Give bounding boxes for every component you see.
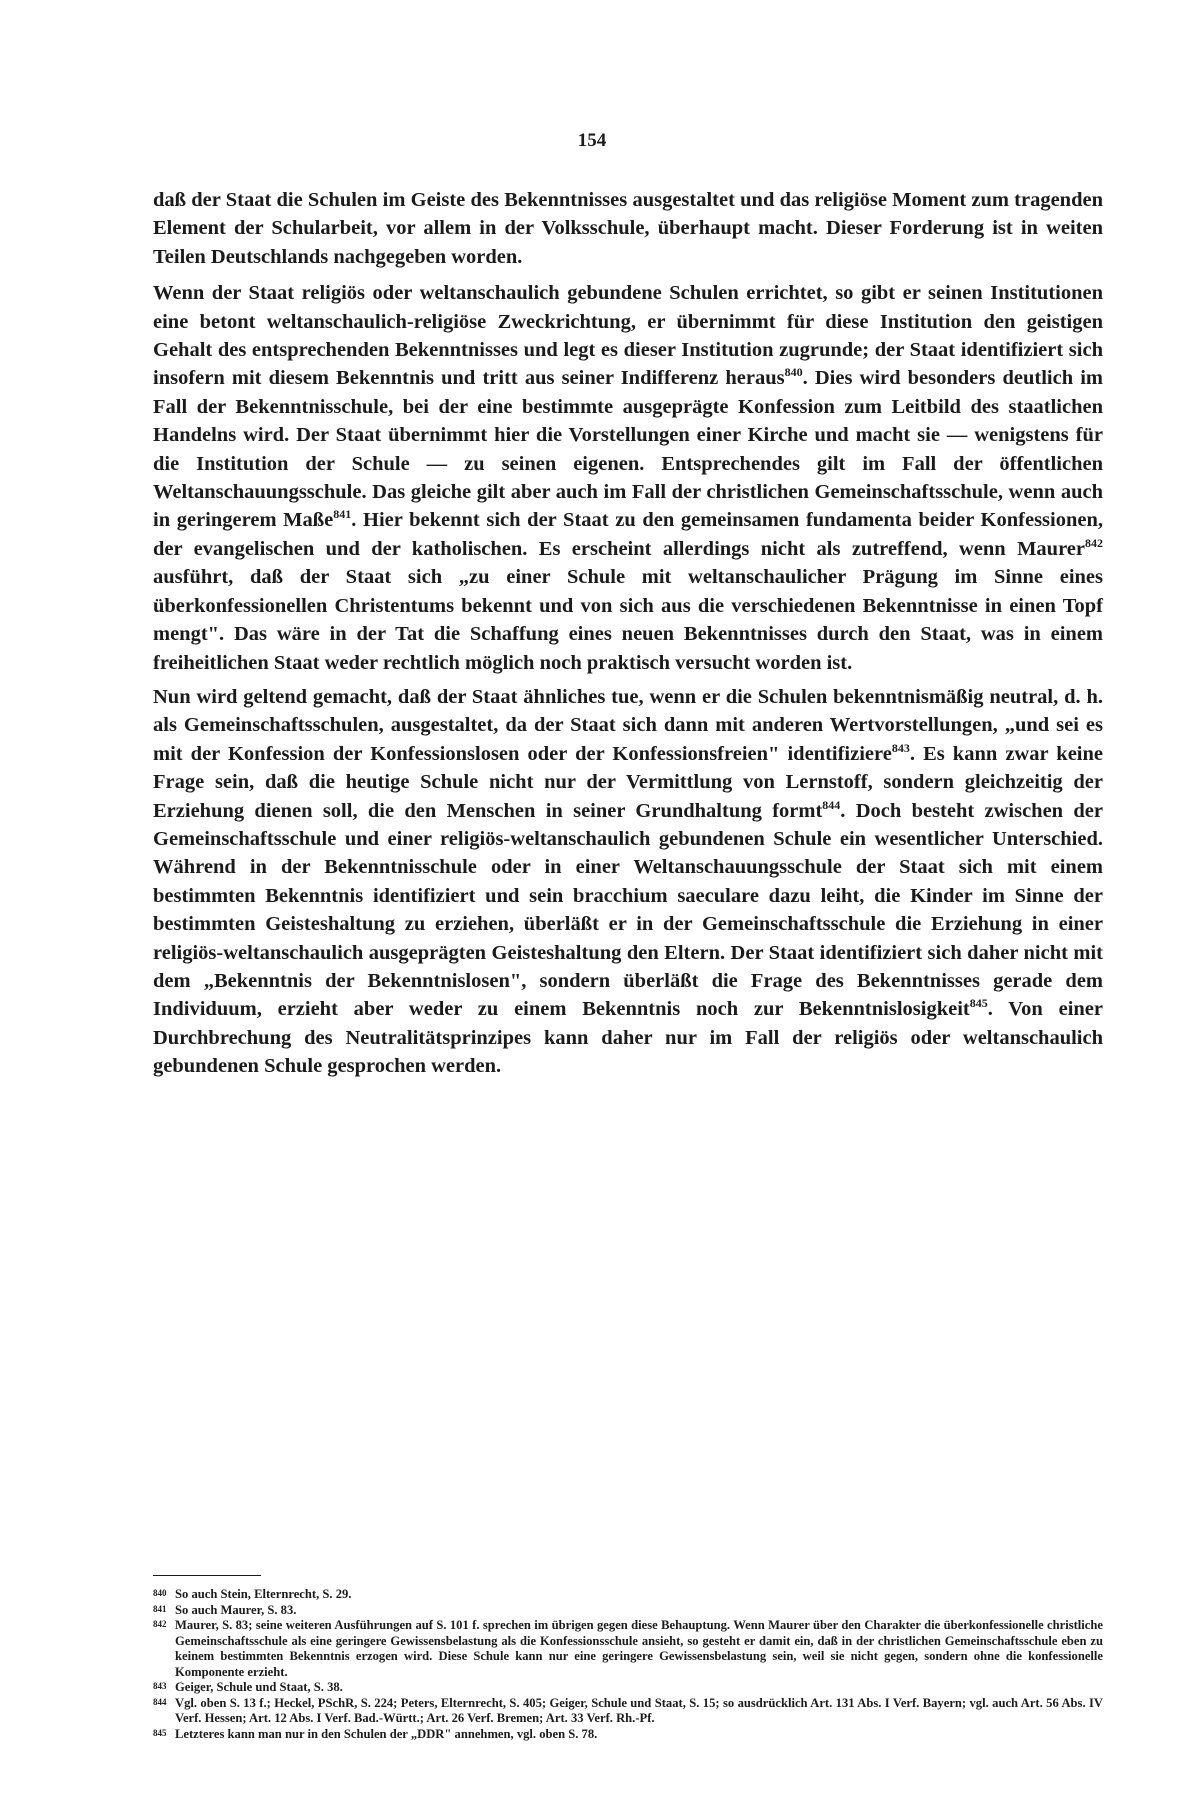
footnote-840 bbox=[153, 1587, 1103, 1603]
paragraph-3-text-d: . Von einer Durchbrechung des Neutralitätsprinzipes kann daher nur im Fall der religiös oder weltanschaulich gebundenen Schule gesprochen werden. bbox=[153, 998, 1103, 1078]
footnotes bbox=[153, 1587, 1103, 1742]
footnote-text: Maurer, S. 83; seine weiteren Ausführungen auf S. 101 f. sprechen im übrigen gegen diese Behauptung. Wenn Maurer über den Charakter die überkonfessionelle christliche Gemeinschaftsschule als eine geringere Gewissensbelastung als die Konfessionsschule ansieht, so gesteht er damit ein, daß in der christlichen Gemeinschaftsschule eben zu keinem bestimmten Bekenntnis erzogen wird. Diese Schule kann nur eine geringere Gewissensbelastung sein, weil sie nicht gegen, sondern ohne die konfessionelle Komponente erzieht. bbox=[175, 1618, 1103, 1679]
main-text bbox=[153, 186, 1103, 1087]
footnote-ref-844[interactable]: 844 bbox=[822, 797, 841, 812]
footnote-number: 843 bbox=[153, 1681, 167, 1691]
paragraph-3-text-c: . Doch besteht zwischen der Gemeinschaftsschule und einer religiös-weltanschaulich gebundenen Schule ein wesentlicher Unterschied. Während in der Bekenntnisschule oder in einer Weltanschauungsschule der Staat sich mit einem bestimmten Bekenntnis identifiziert und sein bracchium saeculare dazu leiht, die Kinder im Sinne der bestimmten Geisteshaltung zu erziehen, überläßt er in der Gemeinschaftsschule die Erziehung in einer religiös-weltanschaulich ausgeprägten Geisteshaltung den Eltern. Der Staat identifiziert sich daher nicht mit dem „Bekenntnis der Bekenntnislosen", sondern überläßt die Frage des Bekenntnisses gerade dem Individuum, erzieht aber weder zu einem Bekenntnis noch zur Bekenntnislosigkeit bbox=[153, 799, 1103, 1021]
paragraph-2-text-c: . Hier bekennt sich der Staat zu den gemeinsamen fundamenta beider Konfessionen, der evangelischen und der katholischen. Es erscheint allerdings nicht als zutreffend, wenn Maurer bbox=[153, 509, 1104, 560]
footnote-842 bbox=[153, 1618, 1103, 1680]
footnote-divider bbox=[153, 1575, 261, 1576]
footnote-number: 842 bbox=[153, 1619, 167, 1629]
footnote-number: 845 bbox=[153, 1727, 167, 1738]
paragraph-3 bbox=[153, 683, 1103, 1081]
footnote-ref-840[interactable]: 840 bbox=[784, 365, 803, 380]
footnote-number: 841 bbox=[153, 1603, 167, 1614]
paragraph-2-text-b: . Dies wird besonders deutlich im Fall der Bekenntnisschule, bei der eine bestimmte ausgeprägte Konfession zum Leitbild des staatlichen Handelns wird. Der Staat übernimmt hier die Vorstellungen einer Kirche und macht sie — wenigstens für die Institution der Schule — zu seinen eigenen. Entsprechendes gilt im Fall der öffentlichen Weltanschauungsschule. Das gleiche gilt aber auch im Fall der christlichen Gemeinschaftsschule, wenn auch in geringerem Maße bbox=[153, 367, 1103, 532]
paragraph-2-text-a: Wenn der Staat religiös oder weltanschaulich gebundene Schulen errichtet, so gibt er seinen Institutionen eine betont weltanschaulich-religiöse Zweckrichtung, er übernimmt für diese Institution den geistigen Gehalt des entsprechenden Bekenntnisses und legt es dieser Institution zugrunde; der Staat identifiziert sich insofern mit diesem Bekenntnis und tritt aus seiner Indifferenz heraus bbox=[153, 282, 1103, 390]
footnote-number: 840 bbox=[153, 1588, 167, 1598]
footnote-844 bbox=[153, 1696, 1103, 1727]
paragraph-2-text-d: ausführt, daß der Staat sich „zu einer Schule mit weltanschaulicher Prägung im Sinne eines überkonfessionellen Christentums bekennt und von sich aus die verschiedenen Bekenntnisse in einen Topf mengt". Das wäre in der Tat die Schaffung eines neuen Bekenntnisses durch den Staat, was in einem freiheitlichen Staat weder rechtlich möglich noch praktisch versucht worden ist. bbox=[153, 566, 1103, 674]
footnote-ref-845[interactable]: 845 bbox=[969, 996, 988, 1011]
footnote-text: So auch Stein, Elternrecht, S. 29. bbox=[175, 1587, 352, 1601]
footnote-text: Letzteres kann man nur in den Schulen der „DDR" annehmen, vgl. oben S. 78. bbox=[175, 1726, 598, 1741]
footnote-ref-841[interactable]: 841 bbox=[333, 507, 352, 522]
page-number: 154 bbox=[577, 130, 607, 151]
footnote-843 bbox=[153, 1680, 1103, 1696]
footnote-text: Vgl. oben S. 13 f.; Heckel, PSchR, S. 224; Peters, Elternrecht, S. 405; Geiger, Schule und Staat, S. 15; so ausdrücklich Art. 131 Abs. I Verf. Bayern; vgl. auch Art. 56 Abs. IV Verf. Hessen; Art. 12 Abs. I Verf. Bad.-Württ.; Art. 26 Verf. Bremen; Art. 33 Verf. Rh.-Pf. bbox=[175, 1695, 1103, 1725]
footnote-number: 844 bbox=[153, 1696, 167, 1707]
footnote-text: Geiger, Schule und Staat, S. 38. bbox=[175, 1680, 343, 1694]
paragraph-2 bbox=[153, 279, 1103, 677]
paragraph-3-text-b: . Es kann zwar keine Frage sein, daß die heutige Schule nicht nur der Vermittlung von Lernstoff, sondern gleichzeitig der Erziehung dienen soll, die den Menschen in seiner Grundhaltung formt bbox=[153, 742, 1103, 822]
footnote-841 bbox=[153, 1603, 1103, 1619]
footnote-845 bbox=[153, 1727, 1103, 1743]
paragraph-1: daß der Staat die Schulen im Geiste des Bekenntnisses ausgestaltet und das religiöse Moment zum tragenden Element der Schularbeit, vor allem in der Volksschule, überhaupt macht. Dieser Forderung ist in weiten Teilen Deutschlands nachgegeben worden. bbox=[153, 189, 1103, 268]
footnote-ref-843[interactable]: 843 bbox=[891, 740, 910, 755]
paragraph-3-text-a: Nun wird geltend gemacht, daß der Staat ähnliches tue, wenn er die Schulen bekenntnismäßig neutral, d. h. als Gemeinschaftsschulen, ausgestaltet, da der Staat sich dann mit anderen Wertvorstellungen, „und sei es mit der Konfession der Konfessionslosen oder der Konfessionsfreien" identifiziere bbox=[153, 685, 1103, 765]
footnote-ref-842[interactable]: 842 bbox=[1085, 536, 1103, 551]
footnote-text: So auch Maurer, S. 83. bbox=[175, 1602, 297, 1617]
